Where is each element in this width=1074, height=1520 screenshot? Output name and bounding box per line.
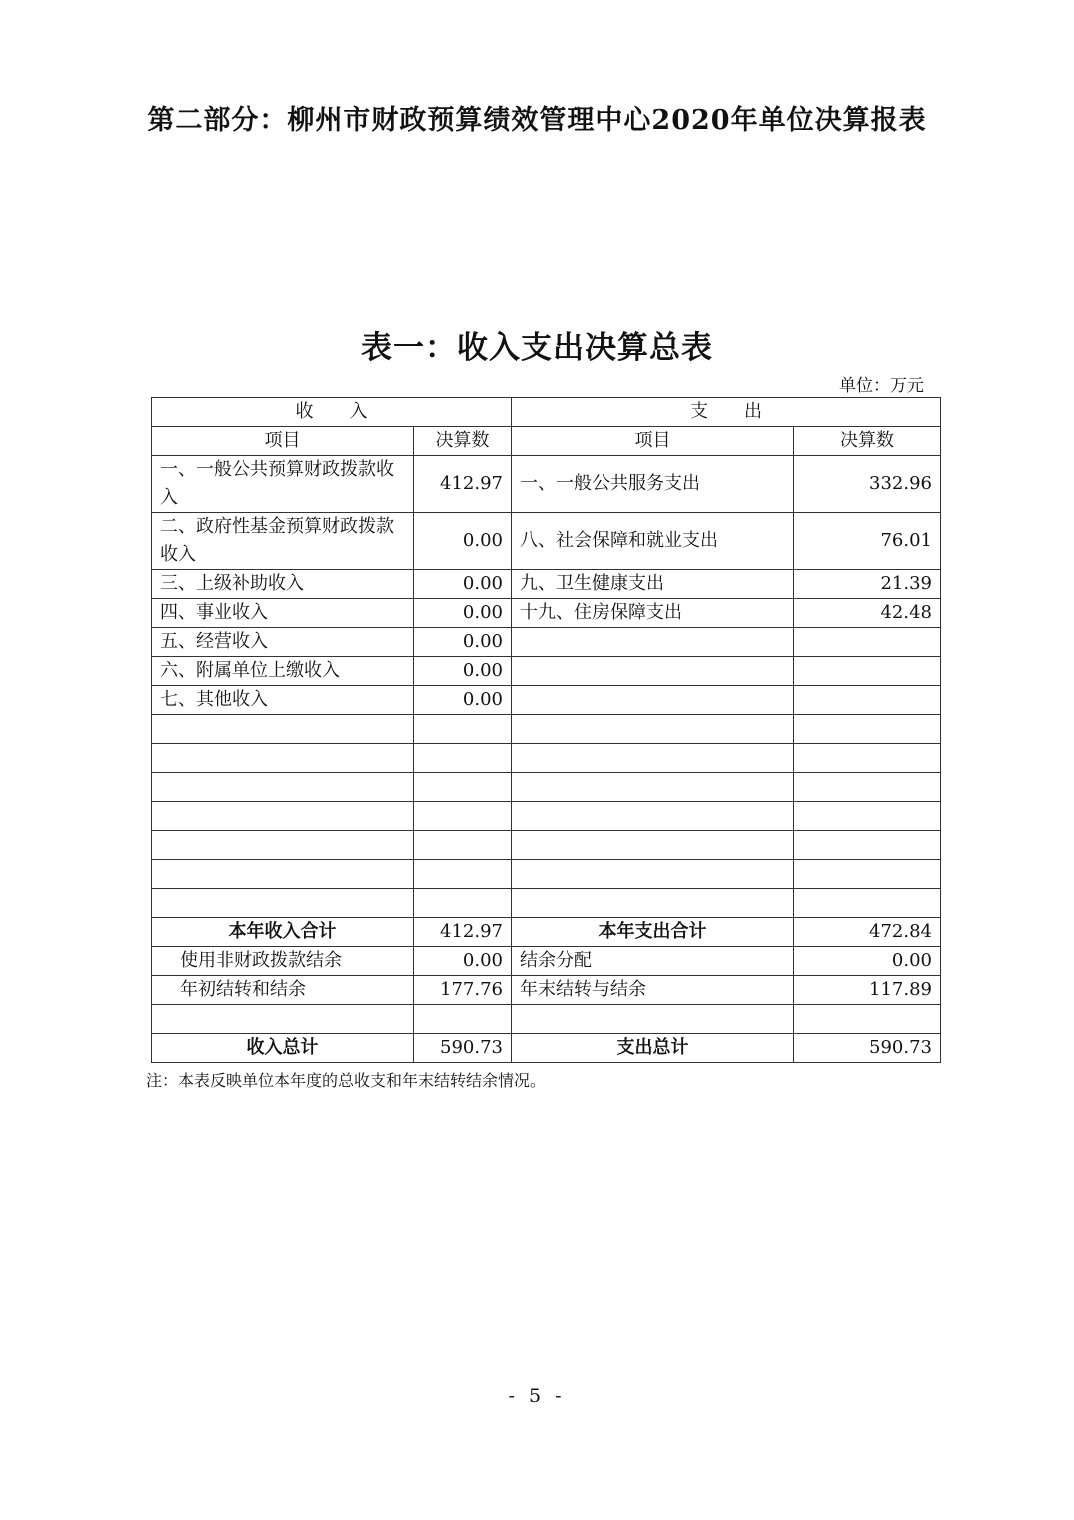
income-amount: 0.00 bbox=[414, 686, 512, 715]
non-fiscal-balance-amount: 0.00 bbox=[414, 947, 512, 976]
income-amount: 412.97 bbox=[414, 456, 512, 513]
expense-item: 九、卫生健康支出 bbox=[512, 570, 794, 599]
table-row bbox=[152, 599, 941, 628]
table-footnote: 注：本表反映单位本年度的总收支和年末结转结余情况。 bbox=[146, 1071, 547, 1090]
carryover-row bbox=[152, 976, 941, 1005]
empty-row bbox=[152, 831, 941, 860]
year-expense-total-amount: 472.84 bbox=[794, 918, 941, 947]
income-amount: 0.00 bbox=[414, 657, 512, 686]
table-column-header-row bbox=[152, 427, 941, 456]
income-amount: 0.00 bbox=[414, 628, 512, 657]
income-item: 六、附属单位上缴收入 bbox=[152, 657, 414, 686]
grand-total-row bbox=[152, 1034, 941, 1063]
non-fiscal-balance-label: 使用非财政拨款结余 bbox=[152, 947, 414, 976]
table-title: 表一：收入支出决算总表 bbox=[361, 330, 713, 366]
expense-amount bbox=[794, 628, 941, 657]
income-item: 三、上级补助收入 bbox=[152, 570, 414, 599]
closing-carryover-amount: 117.89 bbox=[794, 976, 941, 1005]
expense-item: 八、社会保障和就业支出 bbox=[512, 513, 794, 570]
year-income-total-amount: 412.97 bbox=[414, 918, 512, 947]
expense-grand-total-amount: 590.73 bbox=[794, 1034, 941, 1063]
expense-item: 十九、住房保障支出 bbox=[512, 599, 794, 628]
expense-item bbox=[512, 686, 794, 715]
closing-carryover-label: 年末结转与结余 bbox=[512, 976, 794, 1005]
income-expense-summary-table bbox=[151, 397, 941, 1063]
page-number: - 5 - bbox=[508, 1385, 566, 1407]
table-row bbox=[152, 456, 941, 513]
income-item: 一、一般公共预算财政拨款收入 bbox=[152, 456, 414, 513]
empty-row bbox=[152, 802, 941, 831]
expense-item: 一、一般公共服务支出 bbox=[512, 456, 794, 513]
income-item: 四、事业收入 bbox=[152, 599, 414, 628]
table-row bbox=[152, 513, 941, 570]
opening-carryover-amount: 177.76 bbox=[414, 976, 512, 1005]
empty-row bbox=[152, 715, 941, 744]
table-row bbox=[152, 628, 941, 657]
income-section-header: 收 入 bbox=[152, 398, 512, 427]
expense-amount: 42.48 bbox=[794, 599, 941, 628]
table-row bbox=[152, 657, 941, 686]
table-row bbox=[152, 686, 941, 715]
surplus-distribution-label: 结余分配 bbox=[512, 947, 794, 976]
income-item: 七、其他收入 bbox=[152, 686, 414, 715]
opening-carryover-label: 年初结转和结余 bbox=[152, 976, 414, 1005]
table-row bbox=[152, 570, 941, 599]
income-amount: 0.00 bbox=[414, 570, 512, 599]
expense-item bbox=[512, 657, 794, 686]
income-grand-total-amount: 590.73 bbox=[414, 1034, 512, 1063]
expense-amount bbox=[794, 686, 941, 715]
expense-section-header: 支 出 bbox=[512, 398, 941, 427]
expense-amount: 21.39 bbox=[794, 570, 941, 599]
year-expense-total-label: 本年支出合计 bbox=[512, 918, 794, 947]
empty-row bbox=[152, 744, 941, 773]
year-income-total-label: 本年收入合计 bbox=[152, 918, 414, 947]
empty-row bbox=[152, 889, 941, 918]
expense-item bbox=[512, 628, 794, 657]
surplus-distribution-amount: 0.00 bbox=[794, 947, 941, 976]
unit-label: 单位：万元 bbox=[839, 376, 924, 396]
expense-item-header: 项目 bbox=[512, 427, 794, 456]
page-heading: 第二部分：柳州市财政预算绩效管理中心2020年单位决算报表 bbox=[147, 105, 927, 136]
income-item: 二、政府性基金预算财政拨款收入 bbox=[152, 513, 414, 570]
income-item: 五、经营收入 bbox=[152, 628, 414, 657]
expense-amount-header: 决算数 bbox=[794, 427, 941, 456]
non-fiscal-balance-row bbox=[152, 947, 941, 976]
empty-row bbox=[152, 860, 941, 889]
empty-row bbox=[152, 773, 941, 802]
income-amount-header: 决算数 bbox=[414, 427, 512, 456]
expense-grand-total-label: 支出总计 bbox=[512, 1034, 794, 1063]
year-total-row bbox=[152, 918, 941, 947]
income-item-header: 项目 bbox=[152, 427, 414, 456]
empty-row bbox=[152, 1005, 941, 1034]
income-grand-total-label: 收入总计 bbox=[152, 1034, 414, 1063]
expense-amount bbox=[794, 657, 941, 686]
expense-amount: 332.96 bbox=[794, 456, 941, 513]
table-section-header-row bbox=[152, 398, 941, 427]
income-amount: 0.00 bbox=[414, 599, 512, 628]
income-amount: 0.00 bbox=[414, 513, 512, 570]
expense-amount: 76.01 bbox=[794, 513, 941, 570]
